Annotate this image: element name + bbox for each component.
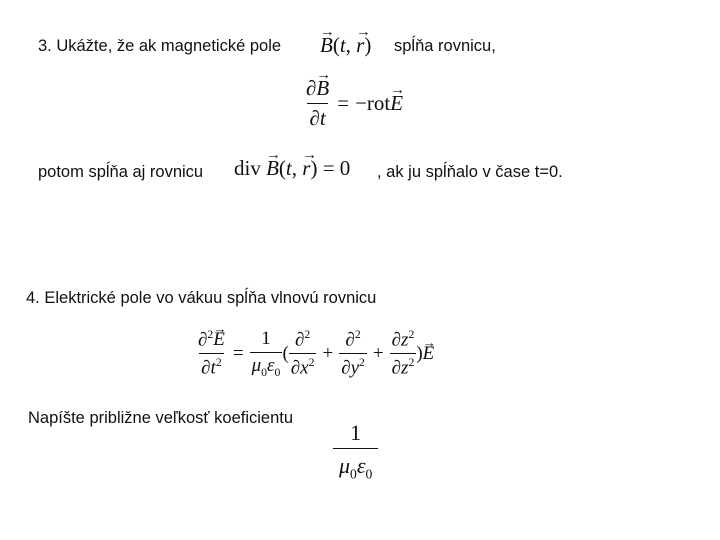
problem3-then: potom spĺňa aj rovnicu xyxy=(38,163,204,181)
problem4-ask: Napíšte približne veľkosť koeficientu xyxy=(28,409,294,427)
formula-B-field xyxy=(320,33,371,58)
formula-coefficient xyxy=(333,420,378,482)
problem3-intro: 3. Ukážte, že ak magnetické pole xyxy=(38,37,282,55)
vector-B: → B xyxy=(320,33,333,58)
problem4-intro: 4. Elektrické pole vo vákuu spĺňa vlnovú rovnicu xyxy=(26,289,377,307)
fraction-dB-dt: $\frac{\partial\to B}{\partial t}$ xyxy=(304,76,331,131)
fraction-one-over-mu-epsilon: $\frac{1}{\mu_0\varepsilon_0}$ xyxy=(333,420,378,482)
equation-dB-dt: $\frac{\partial\to B}{\partial t}$ = −rot→ E xyxy=(304,76,403,131)
vector-E: → E xyxy=(390,91,403,116)
rot-operator: rot xyxy=(366,91,391,115)
formula-divB-zero: div → B(t, → r) = 0 xyxy=(234,156,350,181)
div-operator: div xyxy=(234,156,261,180)
problem3-satisfies: spĺňa rovnicu, xyxy=(394,37,496,55)
args-t-r: (t, → r) xyxy=(333,33,372,57)
problem3-condition: , ak ju spĺňalo v čase t=0. xyxy=(377,163,563,181)
equation-wave: $\frac{\partial^2\to E}{\partial t^2}$ = $\frac{1}{\mu_0\varepsilon_0}$ ( $\frac{\partial^2}{\partial x^2}$ + $\frac{\partial^2}{\partial y^2}$ + $\frac{\partial z^2}{\partial z^2}$ )→ E xyxy=(196,328,434,380)
